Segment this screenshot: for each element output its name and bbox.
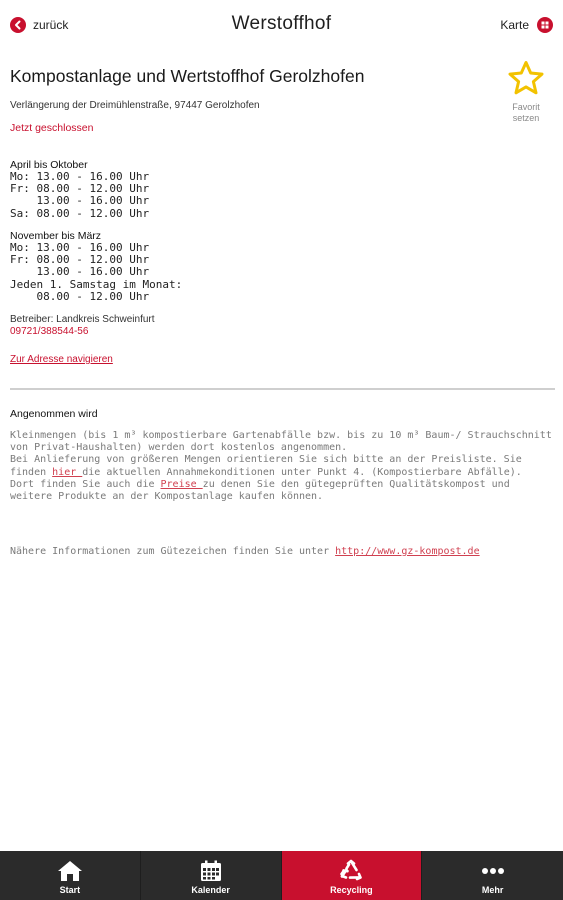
favorite-button[interactable] xyxy=(502,60,550,123)
open-status: Jetzt geschlossen xyxy=(10,122,94,134)
opening-hours-block xyxy=(10,242,182,303)
favorite-label-line1: Favorit xyxy=(512,102,540,112)
more-info-line xyxy=(10,546,555,557)
phone-link[interactable]: 09721/388544-56 xyxy=(10,326,89,337)
hours-line: Sa: 08.00 - 12.00 Uhr xyxy=(10,206,150,220)
tab-label: Recycling xyxy=(330,885,373,895)
place-name: Kompostanlage und Wertstoffhof Gerolzhofen xyxy=(10,66,365,86)
paragraph-text: die aktuellen Annahmekonditionen unter Punkt 4. (Kompostierbare Abfälle). xyxy=(82,466,522,478)
tab-kalender[interactable] xyxy=(141,851,282,900)
divider xyxy=(10,388,555,390)
opening-hours-block xyxy=(10,171,149,220)
paragraph-text: zu denen Sie den gütegeprüften Qualitätskompost und weitere Produkte an der Kompostanlage kaufen können. xyxy=(10,478,510,503)
bottom-tab-bar xyxy=(0,851,563,900)
operator-text: Betreiber: Landkreis Schweinfurt xyxy=(10,314,155,325)
navigate-link[interactable]: Zur Adresse navigieren xyxy=(10,354,113,365)
hours-line: Jeden 1. Samstag im Monat: xyxy=(10,277,183,291)
more-info-text: Nähere Informationen zum Gütezeichen finden Sie unter xyxy=(10,546,336,557)
favorite-label-line2: setzen xyxy=(512,113,540,123)
accepted-paragraph: Kleinmengen (bis 1 m³ kompostierbare Gartenabfälle bzw. bis zu 10 m³ Baum-/ Strauchschnitt von Privat-Haushalten) werden dort kostenlos angenommen. xyxy=(10,430,552,454)
map-label: Karte xyxy=(500,18,529,32)
page-title: Werstoffhof xyxy=(231,13,332,34)
paragraph-text: Dort finden Sie auch die xyxy=(10,478,161,490)
accepted-paragraph xyxy=(10,454,555,478)
gz-kompost-link[interactable]: http://www.gz-kompost.de xyxy=(335,546,480,557)
accepted-description xyxy=(10,430,555,503)
recycle-icon xyxy=(339,859,363,883)
season-title: April bis Oktober xyxy=(10,159,88,171)
more-icon xyxy=(481,859,505,883)
tab-recycling[interactable] xyxy=(282,851,423,900)
back-label: zurück xyxy=(33,18,69,32)
hours-line: Fr: 08.00 - 12.00 Uhr xyxy=(10,182,150,196)
preise-link[interactable]: Preise xyxy=(160,478,203,490)
hours-line: Fr: 08.00 - 12.00 Uhr xyxy=(10,253,150,267)
hours-line: Mo: 13.00 - 16.00 Uhr xyxy=(10,170,150,183)
hier-link[interactable]: hier xyxy=(52,466,83,478)
home-icon xyxy=(57,859,83,883)
app-header xyxy=(0,0,563,52)
map-grid-icon xyxy=(537,17,553,33)
map-button[interactable] xyxy=(500,17,553,33)
hours-line: 08.00 - 12.00 Uhr xyxy=(10,289,150,303)
tab-label: Mehr xyxy=(481,885,504,895)
tab-label: Kalender xyxy=(191,885,230,895)
season-title: November bis März xyxy=(10,230,102,242)
calendar-icon xyxy=(200,859,222,883)
hours-line: Mo: 13.00 - 16.00 Uhr xyxy=(10,241,150,254)
accepted-paragraph xyxy=(10,479,555,503)
accepted-heading: Angenommen wird xyxy=(10,408,98,420)
hours-line: 13.00 - 16.00 Uhr xyxy=(10,265,150,279)
star-icon xyxy=(507,60,545,96)
hours-line: 13.00 - 16.00 Uhr xyxy=(10,194,150,208)
address-text: Verlängerung der Dreimühlenstraße, 97447 Gerolzhofen xyxy=(10,100,260,111)
paragraph-text: Bei Anlieferung von größeren Mengen orientieren Sie sich bitte an der Preisliste. Sie finden xyxy=(10,454,522,478)
tab-label: Start xyxy=(59,885,81,895)
tab-mehr[interactable] xyxy=(422,851,563,900)
tab-start[interactable] xyxy=(0,851,141,900)
